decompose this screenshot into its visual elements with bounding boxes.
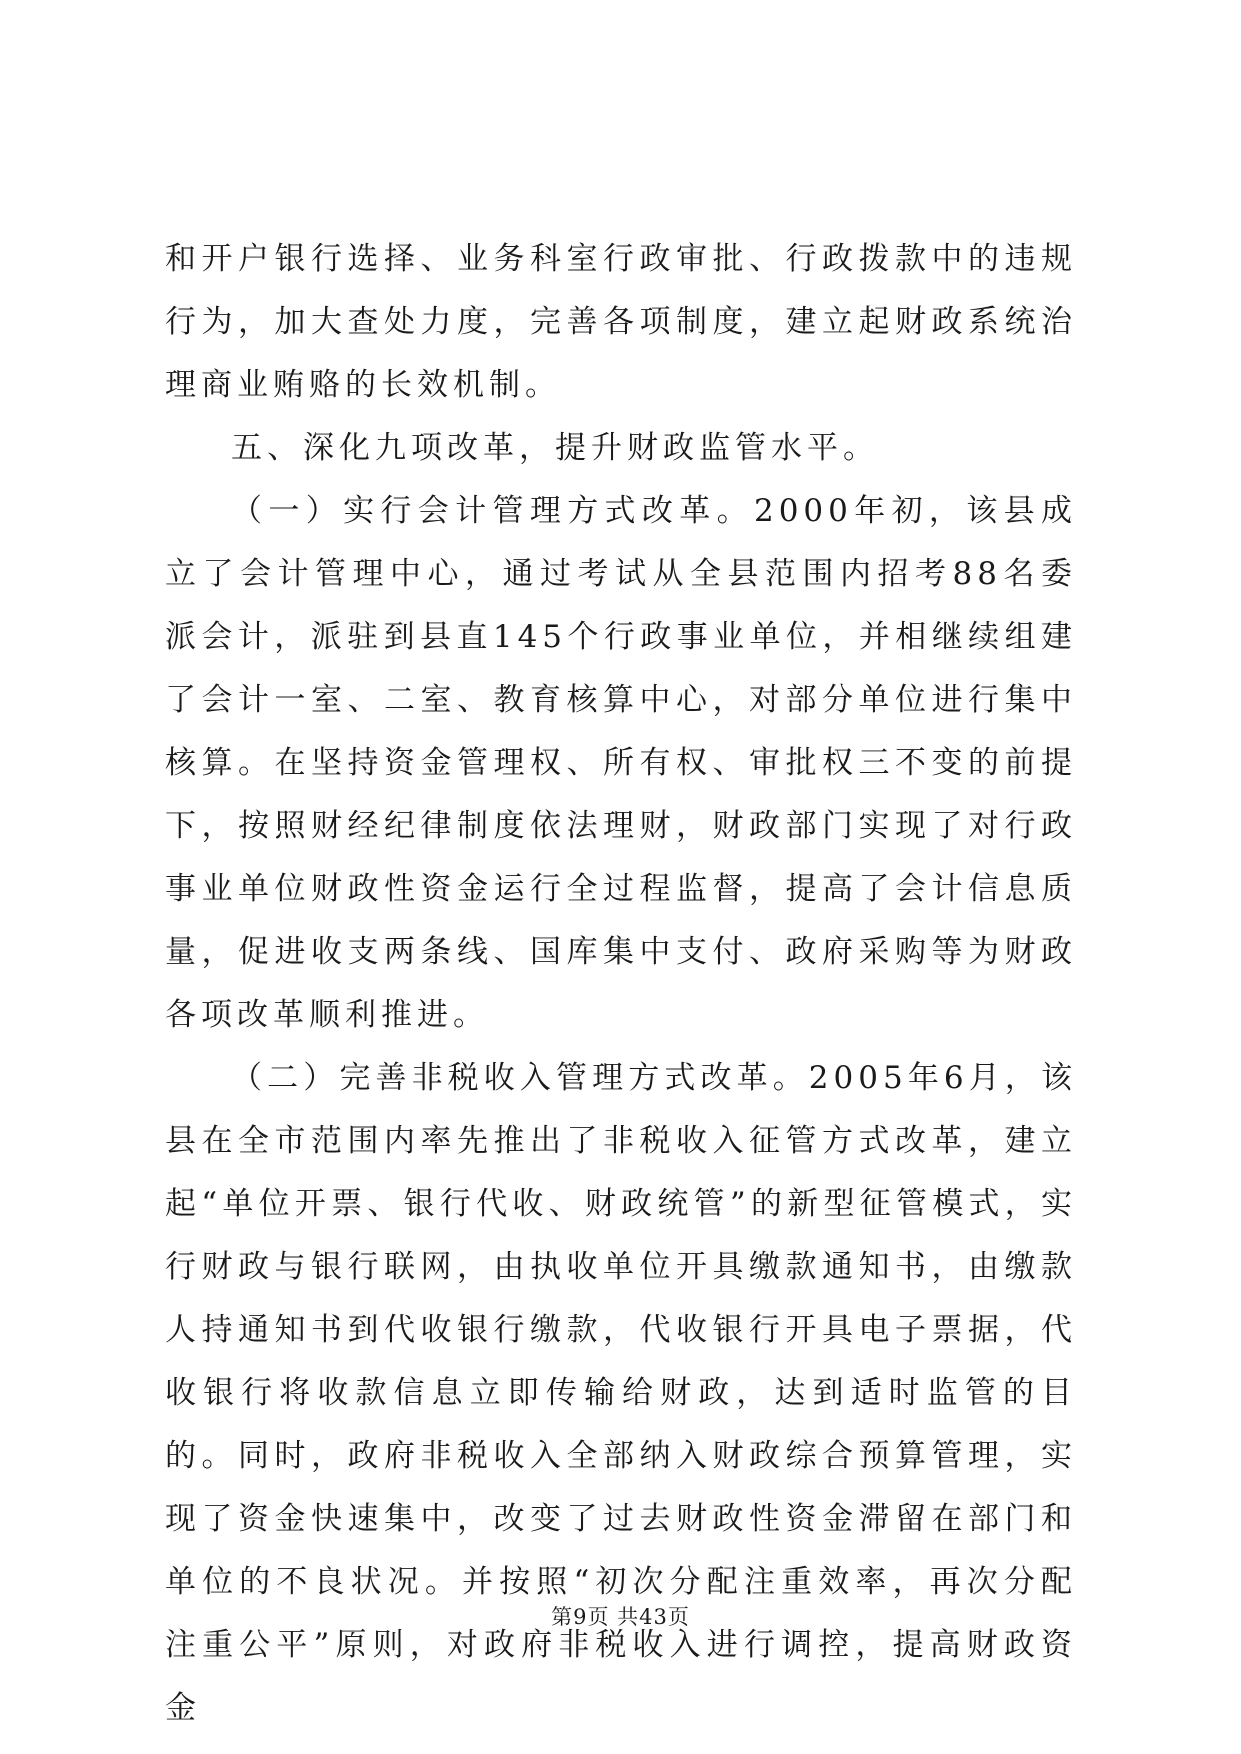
section-heading: 五、深化九项改革，提升财政监管水平。 bbox=[231, 430, 879, 466]
paragraph-continuation: 和开户银行选择、业务科室行政审批、行政拨款中的违规行为，加大查处力度，完善各项制度，建立起财政系统治理商业贿赂的长效机制。 bbox=[165, 241, 1077, 403]
paragraph-nontax-reform: （二）完善非税收入管理方式改革。2005年6月，该县在全市范围内率先推出了非税收入征管方式改革，建立起“单位开票、银行代收、财政统管”的新型征管模式，实行财政与银行联网，由执收单位开具缴款通知书，由缴款人持通知书到代收银行缴款，代收银行开具电子票据，代收银行将收款信息立即传输给财政，达到适时监管的目的。同时，政府非税收入全部纳入财政综合预算管理，实现了资金快速集中，改变了过去财政性资金滞留在部门和单位的不良状况。并按照“初次分配注重效率，再次分配注重公平”原则，对政府非税收入进行调控，提高财政资金 bbox=[165, 1060, 1077, 1726]
document-body bbox=[165, 228, 1077, 1740]
page-number-footer: 第9页 共43页 bbox=[551, 1605, 690, 1629]
paragraph-accounting-reform: （一）实行会计管理方式改革。2000年初，该县成立了会计管理中心，通过考试从全县范围内招考88名委派会计，派驻到县直145个行政事业单位，并相继续组建了会计一室、二室、教育核算中心，对部分单位进行集中核算。在坚持资金管理权、所有权、审批权三不变的前提下，按照财经纪律制度依法理财，财政部门实现了对行政事业单位财政性资金运行全过程监督，提高了会计信息质量，促进收支两条线、国库集中支付、政府采购等为财政各项改革顺利推进。 bbox=[165, 493, 1077, 1033]
